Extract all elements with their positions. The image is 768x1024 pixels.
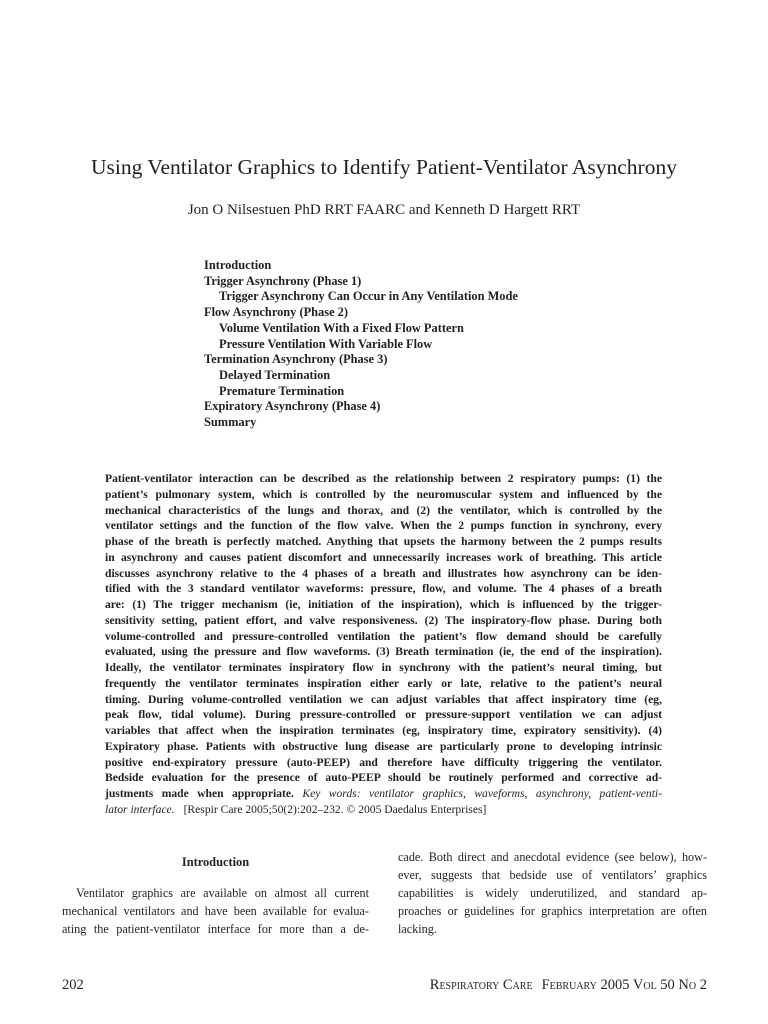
abstract-line: are: (1) The trigger mechanism (ie, initiation of the inspiration), which is influenced by the trigger- <box>105 598 662 611</box>
table-of-contents <box>204 258 664 431</box>
abstract-line: phase of the breath is perfectly matched. Anything that upsets the harmony between the 2 pumps results <box>105 535 662 548</box>
toc-entry: Summary <box>204 415 257 430</box>
abstract-line: sensitivity setting, patient effort, and valve responsiveness. (2) The inspiratory-flow phase. During both <box>105 613 662 627</box>
abstract-line: volume-controlled and pressure-controlled ventilation the patient’s flow demand should be carefully <box>105 629 662 643</box>
abstract <box>105 471 662 818</box>
abstract-keywords-continued: lator interface. <box>105 802 175 816</box>
abstract-line: Patient-ventilator interaction can be described as the relationship between 2 respiratory pumps: (1) the <box>105 472 662 485</box>
abstract-line: timing. During volume-controlled ventilation we can adjust variables that affect inspiratory time (eg, <box>105 692 662 706</box>
abstract-line: discusses asynchrony relative to the 4 phases of a breath and illustrates how asynchrony can be iden- <box>105 566 662 580</box>
abstract-line: tified with the 3 standard ventilator waveforms: pressure, flow, and volume. The 4 phases of a breath <box>105 582 662 596</box>
body-line: lacking. <box>398 922 437 936</box>
abstract-line: positive end-expiratory pressure (auto-PEEP) and therefore have difficulty triggering the ventilator. <box>105 755 662 769</box>
abstract-line: Expiratory phase. Patients with obstructive lung disease are particularly prone to developing intrinsic <box>105 739 662 753</box>
abstract-citation-line <box>105 802 662 818</box>
toc-entry: Expiratory Asynchrony (Phase 4) <box>204 399 381 414</box>
article-authors: Jon O Nilsestuen PhD RRT FAARC and Kenneth D Hargett RRT <box>187 202 581 218</box>
body-column-left <box>62 884 369 938</box>
abstract-line: variables that affect when the inspiration terminates (eg, inspiratory time, expiratory sensitivity). (4) <box>105 724 662 737</box>
body-line: capabilities is widely underutilized, and standard ap- <box>398 886 707 900</box>
section-heading-introduction: Introduction <box>181 855 250 869</box>
toc-subentry: Pressure Ventilation With Variable Flow <box>219 336 433 351</box>
abstract-line: Bedside evaluation for the presence of auto-PEEP should be routinely performed and corrective ad- <box>105 771 662 785</box>
toc-subentry: Delayed Termination <box>219 367 331 382</box>
abstract-line: in asynchrony and causes patient discomfort and unnecessarily increases work of breathing. This article <box>105 550 662 564</box>
abstract-line: mechanical characteristics of the lungs and thorax, and (2) the ventilator, which is controlled by the <box>105 503 662 517</box>
toc-entry: Flow Asynchrony (Phase 2) <box>204 305 348 320</box>
page-number: 202 <box>62 977 84 993</box>
abstract-line: peak flow, tidal volume). During pressure-controlled or pressure-support ventilation we can adjust <box>105 708 662 722</box>
body-line: proaches or guidelines for graphics interpretation are often <box>398 904 707 918</box>
body-line: cade. Both direct and anecdotal evidence (see below), how- <box>398 850 707 864</box>
body-column-right <box>398 848 707 938</box>
toc-subentry: Premature Termination <box>219 383 345 398</box>
toc-subentry: Trigger Asynchrony Can Occur in Any Ventilation Mode <box>219 289 518 304</box>
article-title: Using Ventilator Graphics to Identify Patient-Ventilator Asynchrony <box>91 155 677 179</box>
body-line: ever, suggests that bedside use of ventilators’ graphics <box>398 868 707 882</box>
abstract-line: ventilator settings and the function of the flow valve. When the 2 pumps function in synchrony, every <box>105 519 662 533</box>
journal-name: Respiratory Care <box>429 977 533 993</box>
abstract-keywords: Key words: ventilator graphics, waveforms, asynchrony, patient-venti- <box>302 787 662 800</box>
toc-subentry: Volume Ventilation With a Fixed Flow Pattern <box>219 320 464 335</box>
abstract-closing-text: justments made when appropriate. <box>105 787 294 800</box>
running-footer <box>430 976 707 994</box>
abstract-line: frequently the ventilator terminates inspiration either early or late, relative to the patient’s neural <box>105 676 662 690</box>
issue-info: February 2005 Vol 50 No 2 <box>541 977 707 993</box>
abstract-line: Ideally, the ventilator terminates inspiratory flow in synchrony with the patient’s neural timing, but <box>105 661 662 674</box>
abstract-line: patient’s pulmonary system, which is controlled by the neuromuscular system and influenced by the <box>105 487 662 501</box>
abstract-keywords-line <box>105 786 662 802</box>
toc-entry: Trigger Asynchrony (Phase 1) <box>204 273 362 288</box>
body-line: mechanical ventilators and have been available for evalua- <box>62 904 369 918</box>
toc-entry: Introduction <box>204 258 272 272</box>
body-line: ating the patient-ventilator interface for more than a de- <box>62 922 369 936</box>
abstract-line: evaluated, using the pressure and flow waveforms. (3) Breath termination (ie, the end of the inspiration). <box>105 645 662 659</box>
body-line: Ventilator graphics are available on almost all current <box>76 886 369 900</box>
journal-citation: [Respir Care 2005;50(2):202–232. © 2005 Daedalus Enterprises] <box>183 802 487 816</box>
toc-entry: Termination Asynchrony (Phase 3) <box>204 352 388 367</box>
